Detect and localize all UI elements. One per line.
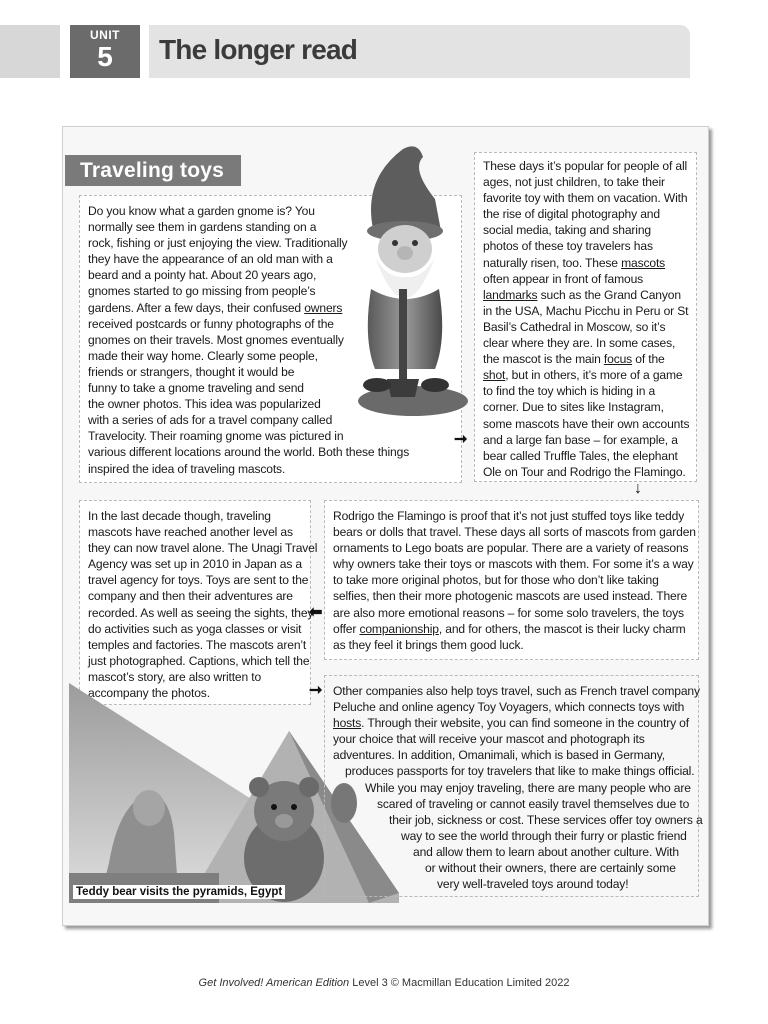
text-line — [483, 432, 688, 448]
text-line — [88, 428, 453, 444]
text-line — [88, 572, 309, 588]
text-line — [483, 190, 688, 206]
text-run: Do you know what a garden gnome is? You — [88, 204, 315, 218]
text-run: very well-traveled toys around today! — [437, 877, 629, 892]
garden-gnome-image — [343, 139, 468, 421]
text-run: why owners take their toys or mascots with them. For some it’s a way — [333, 557, 694, 572]
text-run: their job, sickness or cost. These services offer toy owners a — [389, 812, 703, 827]
text-run: recorded. As well as seeing the sights, they — [88, 605, 314, 620]
text-box-unagi-agency — [79, 500, 318, 705]
text-line — [333, 540, 690, 556]
unit-number: 5 — [97, 41, 113, 72]
text-run: temples and factories. The mascots aren’t — [88, 637, 307, 652]
text-line — [333, 621, 690, 637]
text-run: just photographed. Captions, which tell the — [88, 653, 310, 668]
article-title: Traveling toys — [65, 155, 241, 186]
text-line — [88, 653, 310, 669]
text-line — [333, 844, 690, 860]
text-run: inspired the idea of traveling mascots. — [88, 461, 286, 476]
text-run: , and for others, the mascot is their lucky charm — [438, 621, 686, 636]
text-run: they can now travel alone. The Unagi Travel — [88, 541, 318, 556]
vocab-word: owners — [304, 300, 343, 315]
arrow-right-icon: ➞ — [309, 682, 323, 699]
text-run: such as the Grand Canyon — [537, 287, 681, 302]
text-run: mascot’s story, are also written to — [88, 669, 262, 684]
text-run: , but in others, it’s more of a game — [505, 368, 683, 383]
text-run: do activities such as yoga classes or visit — [88, 621, 302, 636]
title-bar — [149, 25, 690, 78]
unit-label: UNIT — [90, 28, 120, 42]
text-line — [483, 255, 688, 271]
page-title: The longer read — [159, 34, 358, 65]
text-line — [88, 621, 302, 637]
vocab-word: hosts — [333, 716, 362, 731]
text-run: corner. Due to sites like Instagram, — [483, 400, 664, 415]
text-line — [483, 335, 688, 351]
text-run: While you may enjoy traveling, there are many people who are — [365, 780, 691, 795]
text-line — [483, 174, 688, 190]
text-run: made their way home. Clearly some people, — [88, 348, 318, 363]
arrow-right-icon: ➞ — [454, 431, 468, 448]
text-run: offer — [333, 621, 360, 636]
text-run: bears or dolls that travel. These days all sorts of mascots from garden — [333, 525, 696, 540]
text-run: of the — [632, 352, 665, 367]
text-run: social media, taking and sharing — [483, 223, 651, 238]
text-run: ages, not just children, to take their — [483, 175, 665, 190]
text-run: the rise of digital photography and — [483, 207, 660, 222]
text-line — [88, 461, 453, 477]
text-run: favorite toy with them on vacation. With — [483, 191, 688, 206]
text-run: clear where they are. In some cases, — [483, 336, 676, 351]
text-run: naturally risen, too. These — [483, 255, 622, 270]
article-panel — [62, 126, 709, 926]
text-run: Ole on Tour and Rodrigo the Flamingo. — [483, 464, 686, 479]
text-line — [333, 588, 690, 604]
text-run: gnomes on their travels. Most gnomes eventually — [88, 332, 344, 347]
text-run: some mascots have their own accounts — [483, 416, 690, 431]
text-run: various different locations around the world. Both these things — [88, 445, 410, 460]
text-line — [333, 715, 690, 731]
footer-copyright: Level 3 © Macmillan Education Limited 2022 — [349, 977, 570, 989]
text-line — [483, 464, 688, 480]
text-line — [333, 556, 694, 572]
text-box-toy-services — [324, 675, 703, 897]
text-line — [483, 222, 688, 238]
text-line — [333, 860, 690, 876]
text-run: Agency was set up in 2010 in Japan as a — [88, 557, 302, 572]
text-run: are also more emotional reasons – for some solo travelers, the toys — [333, 605, 684, 620]
vocab-word: landmarks — [483, 287, 538, 302]
text-run: selfies, then their more photogenic mascots are used instead. There — [333, 589, 688, 604]
text-run: way to see the world through their furry or plastic friend — [401, 828, 687, 843]
text-line — [483, 383, 688, 399]
text-line — [483, 287, 688, 303]
text-run: company and then their adventures are — [88, 589, 293, 604]
text-run: and allow them to learn about another culture. With — [413, 844, 679, 859]
text-run: These days it’s popular for people of all — [483, 159, 688, 173]
text-run: mascots have reached another level as — [88, 525, 293, 540]
text-run: beard and a pointy hat. About 20 years ago, — [88, 268, 317, 283]
text-run: often appear in front of famous — [483, 271, 644, 286]
text-line — [483, 416, 688, 432]
text-line — [333, 812, 703, 828]
text-line — [333, 605, 690, 621]
text-box-toy-travelers — [474, 152, 697, 482]
text-run: Basil’s Cathedral in Moscow, so it’s — [483, 319, 666, 334]
text-run: the mascot is the main — [483, 352, 604, 367]
text-run: funny to take a gnome traveling and send — [88, 381, 304, 396]
text-line — [483, 206, 688, 222]
arrow-down-icon: ↓ — [634, 480, 642, 497]
text-run: accompany the photos. — [88, 686, 210, 701]
text-line — [88, 556, 302, 572]
text-line — [333, 683, 700, 699]
text-run: rock, fishing or just enjoying the view. Traditionally — [88, 236, 348, 251]
text-run: produces passports for toy travelers that like to make things official. — [345, 764, 695, 779]
text-run: friends or strangers, thought it would be — [88, 364, 295, 379]
text-run: normally see them in gardens standing on a — [88, 220, 317, 235]
text-run: In the last decade though, traveling — [88, 509, 271, 523]
text-run: photos of these toy travelers has — [483, 239, 653, 254]
text-line — [483, 158, 688, 174]
text-run: adventures. In addition, Omanimali, which is based in Germany, — [333, 748, 665, 763]
text-run: bear called Truffle Tales, the elephant — [483, 448, 678, 463]
text-line — [333, 796, 690, 812]
text-run: ornaments to Lego boats are popular. There are a variety of reasons — [333, 541, 689, 556]
text-line — [88, 508, 302, 524]
text-line — [483, 351, 688, 367]
text-line — [333, 699, 690, 715]
text-run: with a series of ads for a travel company called — [88, 413, 333, 428]
vocab-word: mascots — [621, 255, 666, 270]
text-line — [333, 572, 690, 588]
text-line — [333, 508, 690, 524]
text-run: scared of traveling or cannot easily travel themselves due to — [377, 796, 690, 811]
text-line — [333, 524, 696, 540]
text-line — [333, 747, 690, 763]
text-line — [88, 540, 318, 556]
text-run: gardens. After a few days, their confused — [88, 300, 305, 315]
text-run: to find the toy which is hiding in a — [483, 384, 656, 399]
text-run: received postcards or funny photographs of the — [88, 316, 334, 331]
text-run: travel agency for toys. Toys are sent to the — [88, 573, 309, 588]
text-run: Peluche and online agency Toy Voyagers, which connects toys with — [333, 700, 685, 715]
text-run: Other companies also help toys travel, such as French travel company — [333, 684, 700, 698]
text-run: in the USA, Machu Picchu in Peru or St — [483, 303, 689, 318]
vocab-word: focus — [603, 352, 633, 367]
header-accent — [0, 25, 60, 78]
text-line — [333, 731, 690, 747]
text-line — [483, 303, 688, 319]
text-line — [88, 444, 453, 460]
vocab-word: companionship — [359, 621, 439, 636]
text-line — [333, 780, 690, 796]
text-box-rodrigo — [324, 500, 699, 660]
text-run: the owner photos. This idea was popularized — [88, 397, 321, 412]
arrow-left-icon: ⬅ — [309, 604, 323, 621]
text-run: or without their owners, there are certainly some — [425, 861, 676, 876]
text-line — [88, 524, 302, 540]
text-run: to take more original photos, but for those who don’t like taking — [333, 573, 659, 588]
text-line — [88, 588, 302, 604]
vocab-word: shot — [483, 368, 506, 383]
photo-caption: Teddy bear visits the pyramids, Egypt — [73, 885, 285, 899]
footer — [0, 977, 768, 989]
unit-badge — [70, 25, 140, 78]
text-run: . Through their website, you can find someone in the country of — [361, 716, 689, 731]
text-line — [483, 238, 688, 254]
text-line — [483, 319, 688, 335]
text-line — [483, 399, 688, 415]
text-run: gnomes started to go missing from people’s — [88, 284, 316, 299]
text-run: your choice that will receive your mascot and photograph its — [333, 732, 645, 747]
footer-series: Get Involved! American Edition — [198, 977, 350, 989]
text-line — [333, 876, 690, 892]
text-line — [333, 637, 690, 653]
text-run: Rodrigo the Flamingo is proof that it’s not just stuffed toys like teddy — [333, 509, 685, 523]
text-run: as they feel it brings them good luck. — [333, 637, 524, 652]
text-line — [333, 828, 690, 844]
text-line — [483, 367, 688, 383]
text-line — [483, 271, 688, 287]
text-line — [483, 448, 688, 464]
text-run: Travelocity. Their roaming gnome was pictured in — [88, 429, 344, 444]
text-run: and a large fan base – for example, a — [483, 432, 678, 447]
text-run: they have the appearance of an old man with a — [88, 252, 333, 267]
text-line — [333, 763, 695, 779]
text-line — [88, 605, 314, 621]
text-line — [88, 637, 307, 653]
